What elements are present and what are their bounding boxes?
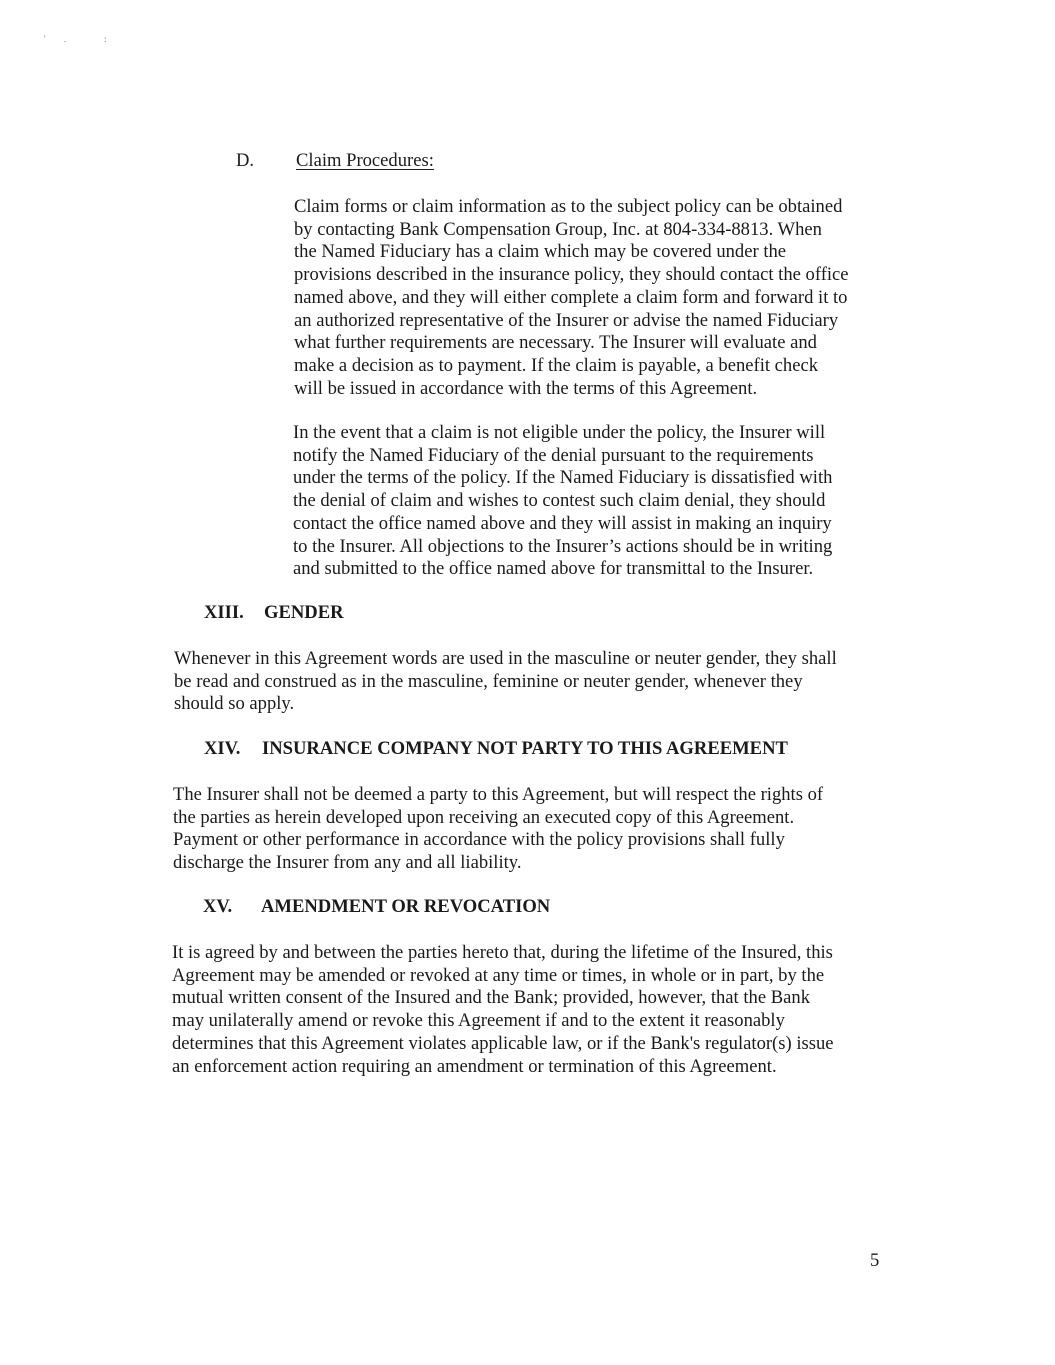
text-line: may unilaterally amend or revoke this Agreement if and to the extent it reasonably bbox=[172, 1010, 785, 1032]
section-number: XV. bbox=[203, 896, 233, 917]
page-number: 5 bbox=[870, 1250, 880, 1271]
text-line: mutual written consent of the Insured and the Bank; provided, however, that the Bank bbox=[172, 987, 810, 1009]
text-line: provisions described in the insurance policy, they should contact the office bbox=[294, 264, 849, 286]
text-line: to the Insurer. All objections to the Insurer’s actions should be in writing bbox=[293, 535, 833, 557]
section-title: AMENDMENT OR REVOCATION bbox=[261, 896, 551, 917]
text-line: what further requirements are necessary. The Insurer will evaluate and bbox=[294, 332, 817, 354]
gender-paragraph bbox=[174, 648, 914, 716]
section-title: GENDER bbox=[264, 602, 344, 623]
claim-procedures-paragraph-1 bbox=[294, 196, 894, 400]
text-line: In the event that a claim is not eligible under the policy, the Insurer will bbox=[293, 422, 826, 443]
text-line: contact the office named above and they will assist in making an inquiry bbox=[293, 512, 832, 534]
claim-procedures-paragraph-2 bbox=[293, 422, 893, 581]
section-title: INSURANCE COMPANY NOT PARTY TO THIS AGREEMENT bbox=[262, 738, 788, 759]
subsection-d-title: Claim Procedures: bbox=[296, 150, 434, 171]
text-line: Agreement may be amended or revoked at any time or times, in whole or in part, by the bbox=[172, 964, 825, 986]
text-line: will be issued in accordance with the terms of this Agreement. bbox=[294, 377, 758, 399]
text-line: under the terms of the policy. If the Named Fiduciary is dissatisfied with bbox=[293, 467, 833, 489]
section-number: XIII. bbox=[204, 602, 244, 623]
text-line: an authorized representative of the Insurer or advise the named Fiduciary bbox=[294, 309, 839, 331]
insurance-company-paragraph bbox=[173, 784, 913, 875]
subsection-d-label: D. bbox=[236, 150, 255, 171]
text-line: an enforcement action requiring an amendment or termination of this Agreement. bbox=[172, 1055, 777, 1077]
text-line: the denial of claim and wishes to contest such claim denial, they should bbox=[293, 490, 826, 512]
text-line: The Insurer shall not be deemed a party to this Agreement, but will respect the rights of bbox=[173, 784, 824, 805]
text-line: make a decision as to payment. If the claim is payable, a benefit check bbox=[294, 354, 819, 376]
text-line: the Named Fiduciary has a claim which may be covered under the bbox=[294, 241, 787, 263]
text-line: Claim forms or claim information as to the subject policy can be obtained bbox=[294, 196, 843, 217]
section-number: XIV. bbox=[204, 738, 241, 759]
text-line: the parties as herein developed upon receiving an executed copy of this Agreement. bbox=[173, 806, 795, 828]
scan-mark: : bbox=[104, 34, 107, 44]
amendment-paragraph bbox=[172, 942, 917, 1078]
text-line: be read and construed as in the masculine, feminine or neuter gender, whenever they bbox=[174, 670, 803, 692]
text-line: Payment or other performance in accordance with the policy provisions shall fully bbox=[173, 829, 785, 851]
text-line: by contacting Bank Compensation Group, Inc. at 804-334-8813. When bbox=[294, 218, 822, 240]
text-line: Whenever in this Agreement words are used in the masculine or neuter gender, they shall bbox=[174, 648, 837, 669]
text-line: It is agreed by and between the parties hereto that, during the lifetime of the Insured, this bbox=[172, 942, 833, 963]
text-line: named above, and they will either complete a claim form and forward it to bbox=[294, 286, 848, 308]
text-line: determines that this Agreement violates applicable law, or if the Bank's regulator(s) issue bbox=[172, 1032, 834, 1054]
scan-mark: ' bbox=[44, 34, 46, 44]
text-line: should so apply. bbox=[174, 693, 295, 715]
text-line: notify the Named Fiduciary of the denial pursuant to the requirements bbox=[293, 444, 814, 466]
text-line: discharge the Insurer from any and all liability. bbox=[173, 852, 522, 874]
text-line: and submitted to the office named above for transmittal to the Insurer. bbox=[293, 558, 814, 580]
scan-mark: . bbox=[64, 34, 67, 44]
